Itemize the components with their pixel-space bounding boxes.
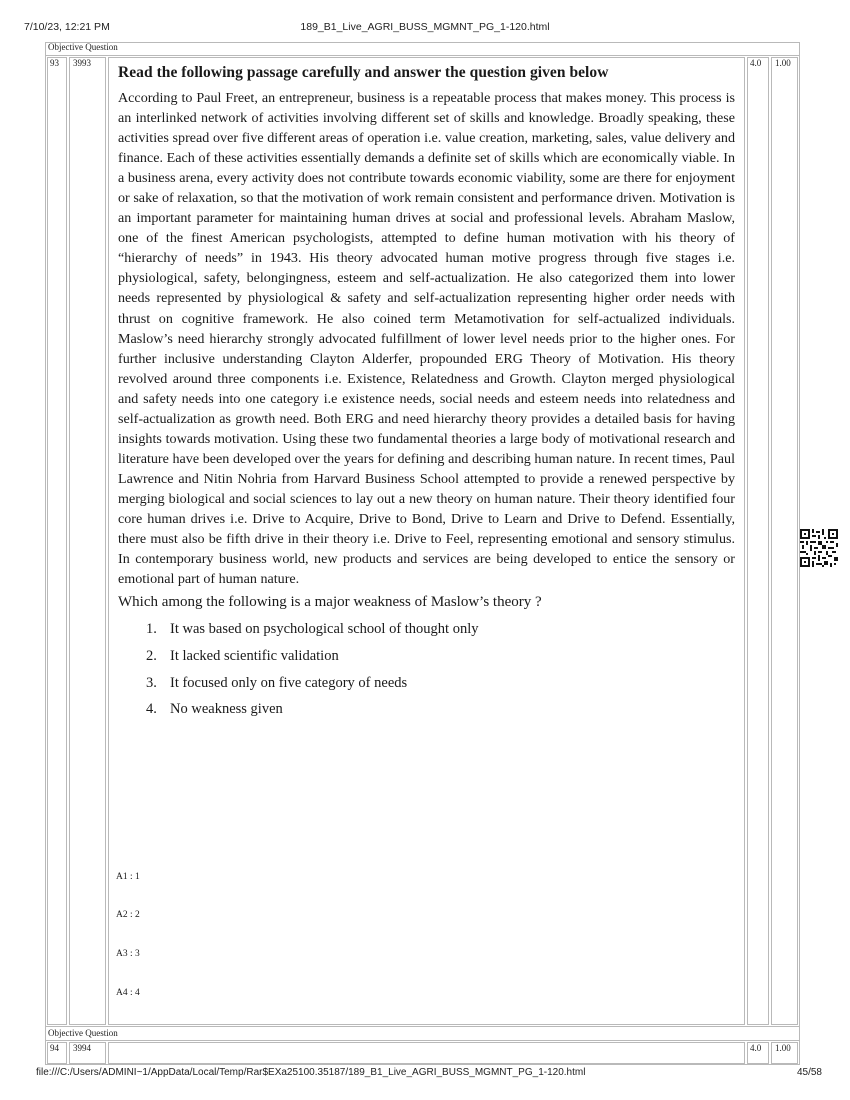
option-text: No weakness given xyxy=(170,701,283,718)
divider xyxy=(46,55,799,56)
serial-cell xyxy=(47,57,67,1025)
question-id-cell xyxy=(69,57,106,1025)
question-serial: 94 xyxy=(50,1043,59,1053)
option-number: 3. xyxy=(146,674,157,691)
question-serial: 93 xyxy=(50,58,59,68)
instruction-heading: Read the following passage carefully and answer the question given below xyxy=(118,64,609,81)
negative-marks-value: 1.00 xyxy=(775,1043,791,1053)
section-label: Objective Question xyxy=(48,42,118,52)
negative-marks-value: 1.00 xyxy=(775,58,791,68)
negative-marks-cell xyxy=(771,57,798,1025)
answer-key-2: A2 : 2 xyxy=(116,910,140,920)
answer-key-1: A1 : 1 xyxy=(116,872,140,882)
print-file-path: file:///C:/Users/ADMINI~1/AppData/Local/Temp/Rar$EXa25100.35187/189_B1_Live_AGRI_BUSS_MGMNT_PG_1-120.html xyxy=(36,1067,586,1078)
section-label: Objective Question xyxy=(48,1028,118,1038)
option-item xyxy=(146,621,735,648)
option-item xyxy=(146,701,735,728)
question-id: 3993 xyxy=(73,58,91,68)
question-content xyxy=(118,64,735,728)
print-page-counter: 45/58 xyxy=(796,1067,822,1078)
option-number: 1. xyxy=(146,621,157,638)
answer-key-3: A3 : 3 xyxy=(116,949,140,959)
question-text: Which among the following is a major weakness of Maslow’s theory ? xyxy=(118,594,542,611)
option-item xyxy=(146,648,735,675)
marks-cell xyxy=(747,57,769,1025)
option-number: 2. xyxy=(146,647,157,664)
option-text: It was based on psychological school of thought only xyxy=(170,621,479,638)
option-number: 4. xyxy=(146,701,157,718)
option-text: It lacked scientific validation xyxy=(170,647,339,664)
options-list xyxy=(146,621,735,728)
print-doc-title: 189_B1_Live_AGRI_BUSS_MGMNT_PG_1-120.html xyxy=(300,21,550,33)
option-item xyxy=(146,675,735,702)
option-text: It focused only on five category of needs xyxy=(170,674,408,691)
question-content-cell xyxy=(108,1042,745,1064)
print-datetime: 7/10/23, 12:21 PM xyxy=(24,21,110,33)
qr-code-icon xyxy=(800,529,838,567)
question-id: 3994 xyxy=(73,1043,91,1053)
answer-key-4: A4 : 4 xyxy=(116,988,140,998)
marks-value: 4.0 xyxy=(750,1043,762,1053)
reading-passage: According to Paul Freet, an entrepreneur, business is a repeatable process that makes money. This process is an interlinked network of activities involving different set of skills and knowledge. Broadly speaking, these activities spread over five different areas of operation i.e. value creation, marketing, sales, value delivery and finance. Each of these activities essentially demands a definite set of skills which are economically viable. In a business arena, every activity does not contribute towards economic viability, some are there for enjoyment or sake of relaxation, so that the motivation of work remain consistent and performance driven. Motivation is an important parameter for maintaining human drives at social and professional levels. Abraham Maslow, one of the finest American psychologists, attempted to define human motivation with his theory of “hierarchy of needs” in 1943. His theory advocated human motive progress through five stages i.e. physiological, safety, belongingness, esteem and self-actualization. He also categorized them into lower needs represented by physiological & safety and self-actualization representing higher order needs with thrust on cognitive framework. He also coined term Metamotivation for self-actualized individuals. Maslow’s need hierarchy strongly advocated fulfillment of lower level needs prior to the higher ones. For further inclusive understanding Clayton Alderfer, propounded ERG Theory of Motivation. His theory revolved around three components i.e. Existence, Relatedness and Growth. Clayton merged physiological and safety needs into one category i.e existence needs, social needs and esteem needs into relatedness and self-actualization as growth need. Both ERG and need hierarchy theory provides a detailed basis for having insights towards motivation. Using these two fundamental theories a large body of motivational research and literature have been developed over the years for defining and describing human nature. In recent times, Paul Lawrence and Nitin Nohria from Harvard Business School attempted to provide a renewed perspective by merging biological and social sciences to lay out a new theory on human nature. Their theory identified four core human drives i.e. Drive to Acquire, Drive to Bond, Drive to Learn and Drive to Defend. Essentially, there must also be fifth drive in their theory i.e. Drive to Feel, representing emotional and sensory stimulus. In contemporary business world, new products and services are being developed to entice the sensory or emotional part of human nature. xyxy=(118,90,735,588)
divider xyxy=(46,1026,799,1027)
divider xyxy=(46,1040,799,1041)
marks-value: 4.0 xyxy=(750,58,762,68)
